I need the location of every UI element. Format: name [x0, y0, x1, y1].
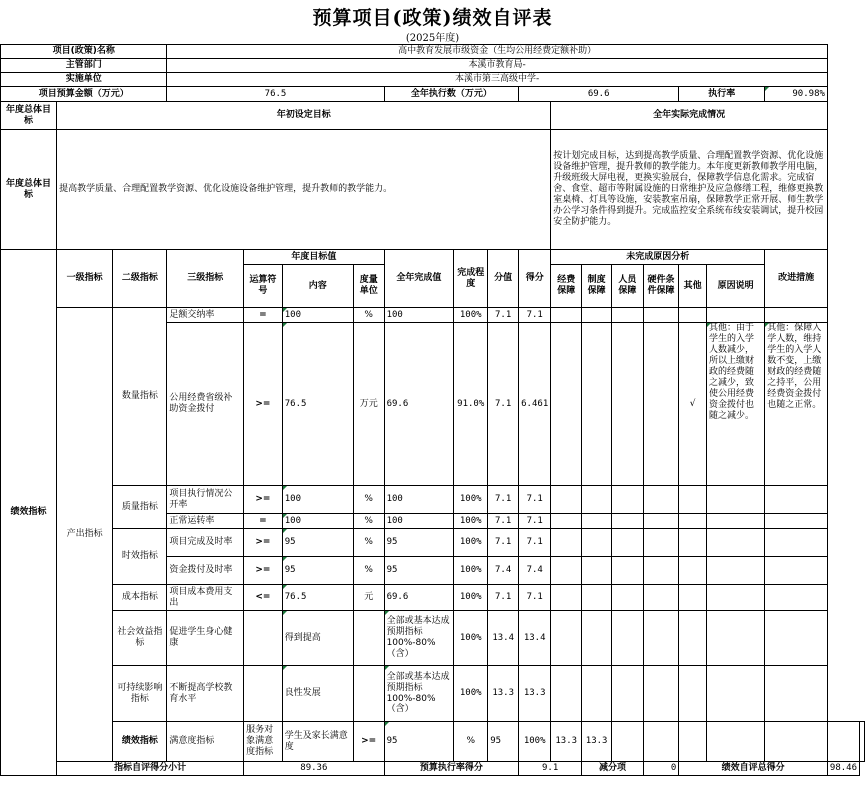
goal-content-row — [1, 130, 865, 250]
reason-budget-cell[interactable] — [551, 611, 582, 666]
table-row — [1, 486, 865, 514]
reason-desc-cell[interactable] — [706, 611, 764, 666]
perf-section-label: 绩效指标 — [1, 250, 57, 776]
reason-budget-cell[interactable] — [612, 722, 644, 762]
completion-value[interactable]: 100% — [454, 666, 488, 722]
group-timeliness: 时效指标 — [113, 529, 167, 585]
footer-row — [1, 762, 865, 776]
rate-score-label: 预算执行率得分 — [384, 762, 519, 776]
reason-hardware-cell[interactable] — [643, 611, 679, 666]
score-value[interactable]: 6.461 — [519, 323, 551, 486]
indicator-name[interactable]: 足额交纳率 — [167, 308, 244, 323]
score-value[interactable]: 7.1 — [519, 514, 551, 529]
target-unit[interactable] — [353, 666, 384, 722]
operator-cell[interactable]: >= — [244, 529, 283, 557]
goal-initial-header: 年初设定目标 — [57, 102, 551, 130]
header-level3: 三级指标 — [167, 250, 244, 308]
header-operator: 运算符号 — [244, 265, 283, 308]
budget-value[interactable]: 76.5 — [167, 87, 384, 102]
indicator-name[interactable]: 促进学生身心健康 — [167, 611, 244, 666]
group-satisfaction: 满意度指标 — [167, 722, 244, 762]
project-name-label: 项目(政策)名称 — [1, 45, 167, 59]
reason-hardware-cell[interactable] — [643, 514, 679, 529]
dept-row — [1, 59, 865, 73]
header-reason-group: 未完成原因分析 — [551, 250, 765, 265]
reason-desc-cell[interactable] — [706, 557, 764, 585]
reason-system-cell[interactable] — [582, 666, 612, 722]
reason-system-cell[interactable] — [582, 323, 612, 486]
reason-desc-cell[interactable] — [706, 514, 764, 529]
header-reason-system: 制度保障 — [582, 265, 612, 308]
header-reason-other: 其他 — [679, 265, 707, 308]
reason-budget-cell[interactable] — [551, 514, 582, 529]
reason-other-cell[interactable] — [679, 308, 707, 323]
header-completion: 完成程度 — [454, 250, 488, 308]
improve-cell[interactable] — [765, 308, 828, 323]
indicator-name[interactable]: 正常运转率 — [167, 514, 244, 529]
reason-desc-cell[interactable] — [706, 585, 764, 611]
score-value[interactable]: 7.1 — [519, 486, 551, 514]
reason-system-cell[interactable] — [582, 514, 612, 529]
completion-value[interactable]: 100% — [454, 557, 488, 585]
actual-value[interactable]: 100 — [384, 308, 454, 323]
completion-value[interactable]: 100% — [454, 514, 488, 529]
perf-header-row-1 — [1, 250, 865, 265]
full-score[interactable]: 7.1 — [488, 323, 519, 486]
operator-cell[interactable]: >= — [353, 722, 384, 762]
score-value[interactable]: 7.1 — [519, 585, 551, 611]
reason-staff-cell[interactable] — [612, 308, 644, 323]
reason-staff-cell[interactable] — [612, 666, 644, 722]
score-value[interactable]: 13.3 — [582, 722, 612, 762]
table-row — [1, 585, 865, 611]
reason-desc-cell[interactable] — [827, 722, 859, 762]
full-score[interactable]: 7.1 — [488, 308, 519, 323]
total-value[interactable]: 98.46 — [827, 762, 859, 776]
actual-value[interactable]: 全部或基本达成预期指标100%-80%（含） — [384, 611, 454, 666]
actual-value[interactable]: 100 — [384, 514, 454, 529]
reason-hardware-cell[interactable] — [643, 486, 679, 514]
reason-hardware-cell[interactable] — [706, 722, 764, 762]
reason-desc-cell[interactable]: 其他：由于学生的入学人数减少，所以上缴财政的经费随之减少，致使公用经费资金拨付也随之减少。 — [706, 323, 764, 486]
reason-other-cell[interactable] — [679, 514, 707, 529]
reason-system-cell[interactable] — [582, 585, 612, 611]
actual-value[interactable]: 69.6 — [384, 323, 454, 486]
table-row — [1, 611, 865, 666]
actual-value[interactable]: 95 — [384, 557, 454, 585]
score-value[interactable]: 13.4 — [519, 611, 551, 666]
dept-value[interactable]: 本溪市教育局- — [167, 59, 827, 73]
actual-value[interactable]: 69.6 — [384, 585, 454, 611]
reason-hardware-cell[interactable] — [643, 557, 679, 585]
target-unit[interactable]: 万元 — [353, 323, 384, 486]
target-content[interactable]: 76.5 — [282, 585, 353, 611]
unit-value[interactable]: 本溪市第三高级中学- — [167, 73, 827, 87]
indicator-name[interactable]: 项目完成及时率 — [167, 529, 244, 557]
unit-label: 实施单位 — [1, 73, 167, 87]
score-value[interactable]: 7.1 — [519, 529, 551, 557]
reason-hardware-cell[interactable] — [643, 529, 679, 557]
subtotal-label: 指标自评得分小计 — [57, 762, 244, 776]
reason-staff-cell[interactable] — [612, 529, 644, 557]
header-content: 内容 — [282, 265, 353, 308]
full-score[interactable]: 7.1 — [488, 529, 519, 557]
indicator-name[interactable]: 项目执行情况公开率 — [167, 486, 244, 514]
reason-other-cell[interactable] — [679, 557, 707, 585]
goal-actual-header: 全年实际完成情况 — [551, 102, 828, 130]
full-score[interactable]: 13.4 — [488, 611, 519, 666]
reason-desc-cell[interactable] — [706, 308, 764, 323]
improve-cell[interactable] — [860, 722, 865, 762]
indicator-name[interactable]: 项目成本费用支出 — [167, 585, 244, 611]
project-name-row — [1, 45, 865, 59]
actual-value[interactable]: 100 — [384, 486, 454, 514]
reason-other-cell[interactable] — [679, 666, 707, 722]
completion-value[interactable]: 100% — [454, 529, 488, 557]
reason-staff-cell[interactable] — [612, 323, 644, 486]
improve-cell[interactable] — [765, 514, 828, 529]
header-reason-desc: 原因说明 — [706, 265, 764, 308]
header-target-group: 年度目标值 — [244, 250, 384, 265]
improve-cell[interactable] — [765, 666, 828, 722]
reason-budget-cell[interactable] — [551, 557, 582, 585]
reason-staff-cell[interactable] — [612, 585, 644, 611]
operator-cell[interactable]: = — [244, 514, 283, 529]
reason-budget-cell[interactable] — [551, 308, 582, 323]
actual-value[interactable]: 95 — [384, 529, 454, 557]
full-score[interactable]: 7.1 — [488, 585, 519, 611]
header-score: 得分 — [519, 250, 551, 308]
completion-value[interactable]: 100% — [454, 585, 488, 611]
table-row — [1, 529, 865, 557]
reason-hardware-cell[interactable] — [643, 308, 679, 323]
reason-desc-cell[interactable] — [706, 486, 764, 514]
project-name-value[interactable]: 高中教育发展市级资金（生均公用经费定额补助） — [167, 45, 827, 59]
goal-header-row — [1, 102, 865, 130]
goal-actual-text[interactable]: 按计划完成目标，达到提高教学质量、合理配置教学资源、优化设施设备维护管理，提升教师的教学能力。本年度更新教师教学用电脑，升级班级大屏电视，更换实验展台，保障教学信息化需求。完成宿舍、食堂、超市等附属设施的日常维护及应急修缮工程，维修更换教室桌椅、灯具等设施，安装教室吊扇，保障教学正常开展、师生教学办公学习条件得到提升。完成监控安全系统布线安装调试，提升校园安全防护能力。 — [551, 130, 828, 250]
reason-hardware-cell[interactable] — [643, 585, 679, 611]
budget-row — [1, 87, 865, 102]
reason-system-cell[interactable] — [582, 529, 612, 557]
group-quantity: 数量指标 — [113, 308, 167, 486]
target-unit[interactable]: % — [353, 529, 384, 557]
reason-staff-cell[interactable] — [612, 611, 644, 666]
reason-budget-cell[interactable] — [551, 486, 582, 514]
header-reason-staff: 人员保障 — [612, 265, 644, 308]
reason-desc-cell[interactable] — [706, 666, 764, 722]
reason-system-cell[interactable] — [582, 486, 612, 514]
exec-label: 全年执行数（万元） — [384, 87, 519, 102]
reason-desc-cell[interactable] — [706, 529, 764, 557]
indicator-name[interactable]: 资金拨付及时率 — [167, 557, 244, 585]
goal-section-label-2: 年度总体目标 — [1, 130, 57, 250]
deduct-value[interactable]: 0 — [643, 762, 679, 776]
dept-label: 主管部门 — [1, 59, 167, 73]
reason-hardware-cell[interactable] — [643, 666, 679, 722]
indicator-name[interactable]: 学生及家长满意度 — [282, 722, 353, 762]
reason-staff-cell[interactable] — [612, 514, 644, 529]
reason-hardware-cell[interactable] — [643, 323, 679, 486]
operator-cell[interactable]: >= — [244, 557, 283, 585]
table-row — [1, 722, 865, 762]
operator-cell[interactable]: <= — [244, 585, 283, 611]
goal-section-label: 年度总体目标 — [1, 102, 57, 130]
group-quality: 质量指标 — [113, 486, 167, 529]
budget-label: 项目预算金额（万元） — [1, 87, 167, 102]
unit-row — [1, 73, 865, 87]
indicator-name[interactable]: 不断提高学校教育水平 — [167, 666, 244, 722]
target-unit[interactable]: % — [353, 308, 384, 323]
rate-label: 执行率 — [679, 87, 765, 102]
score-value[interactable]: 13.3 — [519, 666, 551, 722]
reason-other-cell[interactable] — [679, 611, 707, 666]
reason-system-cell[interactable] — [582, 557, 612, 585]
group-social: 社会效益指标 — [113, 611, 167, 666]
table-row — [1, 308, 865, 323]
total-label: 绩效自评总得分 — [679, 762, 828, 776]
target-content[interactable]: 良性发展 — [282, 666, 353, 722]
target-content[interactable]: 100 — [282, 514, 353, 529]
form-title: 预算项目(政策)绩效自评表 — [312, 7, 553, 29]
header-unit: 度量单位 — [353, 265, 384, 308]
rate-value[interactable]: 90.98% — [765, 87, 828, 102]
indicator-name[interactable]: 公用经费省级补助资金拨付 — [167, 323, 244, 486]
improve-cell[interactable] — [765, 529, 828, 557]
reason-staff-cell[interactable] — [679, 722, 707, 762]
target-unit[interactable]: 元 — [353, 585, 384, 611]
target-content[interactable]: 95 — [282, 529, 353, 557]
header-improve: 改进措施 — [765, 250, 828, 308]
header-reason-hardware: 硬件条件保障 — [643, 265, 679, 308]
group-sustainable: 可持续影响指标 — [113, 666, 167, 722]
completion-value[interactable]: 100% — [454, 308, 488, 323]
operator-cell[interactable]: >= — [244, 323, 283, 486]
target-unit[interactable]: % — [353, 514, 384, 529]
subtotal-value[interactable]: 89.36 — [244, 762, 384, 776]
header-level2: 二级指标 — [113, 250, 167, 308]
rate-score-value[interactable]: 9.1 — [519, 762, 582, 776]
reason-other-cell[interactable] — [679, 529, 707, 557]
evaluation-table — [0, 44, 865, 776]
completion-value[interactable]: 100% — [454, 486, 488, 514]
target-unit[interactable]: % — [353, 486, 384, 514]
target-unit[interactable]: % — [353, 557, 384, 585]
full-score[interactable]: 7.4 — [488, 557, 519, 585]
score-value[interactable]: 7.4 — [519, 557, 551, 585]
completion-value[interactable]: 100% — [454, 611, 488, 666]
reason-budget-cell[interactable] — [551, 529, 582, 557]
full-score[interactable]: 13.3 — [488, 666, 519, 722]
reason-system-cell[interactable] — [582, 308, 612, 323]
completion-value[interactable]: 100% — [519, 722, 551, 762]
reason-other-cell[interactable] — [679, 585, 707, 611]
target-unit[interactable] — [353, 611, 384, 666]
improve-cell[interactable] — [765, 611, 828, 666]
deduct-label: 减分项 — [582, 762, 644, 776]
table-row — [1, 666, 865, 722]
goal-initial-text[interactable]: 提高教学质量、合理配置教学资源、优化设施设备维护管理，提升教师的教学能力。 — [57, 130, 551, 250]
operator-cell[interactable]: = — [244, 308, 283, 323]
target-content[interactable]: 95 — [282, 557, 353, 585]
full-score[interactable]: 7.1 — [488, 514, 519, 529]
improve-cell[interactable] — [765, 557, 828, 585]
operator-cell[interactable]: >= — [244, 486, 283, 514]
header-reason-budget: 经费保障 — [551, 265, 582, 308]
reason-budget-cell[interactable] — [551, 666, 582, 722]
improve-cell[interactable]: 其他：保障入学人数，维持学生的入学人数不变，上缴财政的经费随之持平，公用经费资金拨付也随之正常。 — [765, 323, 828, 486]
actual-value[interactable]: 95 — [488, 722, 519, 762]
reason-budget-cell[interactable] — [551, 585, 582, 611]
full-score[interactable]: 7.1 — [488, 486, 519, 514]
target-content[interactable]: 100 — [282, 486, 353, 514]
full-score[interactable]: 13.3 — [551, 722, 582, 762]
completion-value[interactable]: 91.0% — [454, 323, 488, 486]
reason-system-cell[interactable] — [643, 722, 679, 762]
reason-budget-cell[interactable] — [551, 323, 582, 486]
reason-system-cell[interactable] — [582, 611, 612, 666]
improve-cell[interactable] — [765, 486, 828, 514]
reason-staff-cell[interactable] — [612, 557, 644, 585]
form-year: (2025年度) — [405, 33, 460, 44]
group-output: 产出指标 — [57, 308, 113, 762]
group-cost: 成本指标 — [113, 585, 167, 611]
score-value[interactable]: 7.1 — [519, 308, 551, 323]
reason-other-cell[interactable] — [679, 486, 707, 514]
improve-cell[interactable] — [765, 585, 828, 611]
target-content[interactable]: 得到提高 — [282, 611, 353, 666]
satisfaction-level2: 服务对象满意度指标 — [244, 722, 283, 762]
actual-value[interactable]: 全部或基本达成预期指标100%-80%（含） — [384, 666, 454, 722]
header-actual: 全年完成值 — [384, 250, 454, 308]
exec-value[interactable]: 69.6 — [519, 87, 679, 102]
target-content[interactable]: 100 — [282, 308, 353, 323]
perf-label-2: 绩效指标 — [113, 722, 167, 762]
operator-cell[interactable] — [244, 611, 283, 666]
target-content[interactable]: 76.5 — [282, 323, 353, 486]
target-content[interactable]: 95 — [384, 722, 454, 762]
reason-other-checkmark[interactable]: √ — [679, 323, 707, 486]
reason-staff-cell[interactable] — [612, 486, 644, 514]
header-score-full: 分值 — [488, 250, 519, 308]
target-unit[interactable]: % — [454, 722, 488, 762]
header-level1: 一级指标 — [57, 250, 113, 308]
reason-other-cell[interactable] — [765, 722, 828, 762]
operator-cell[interactable] — [244, 666, 283, 722]
